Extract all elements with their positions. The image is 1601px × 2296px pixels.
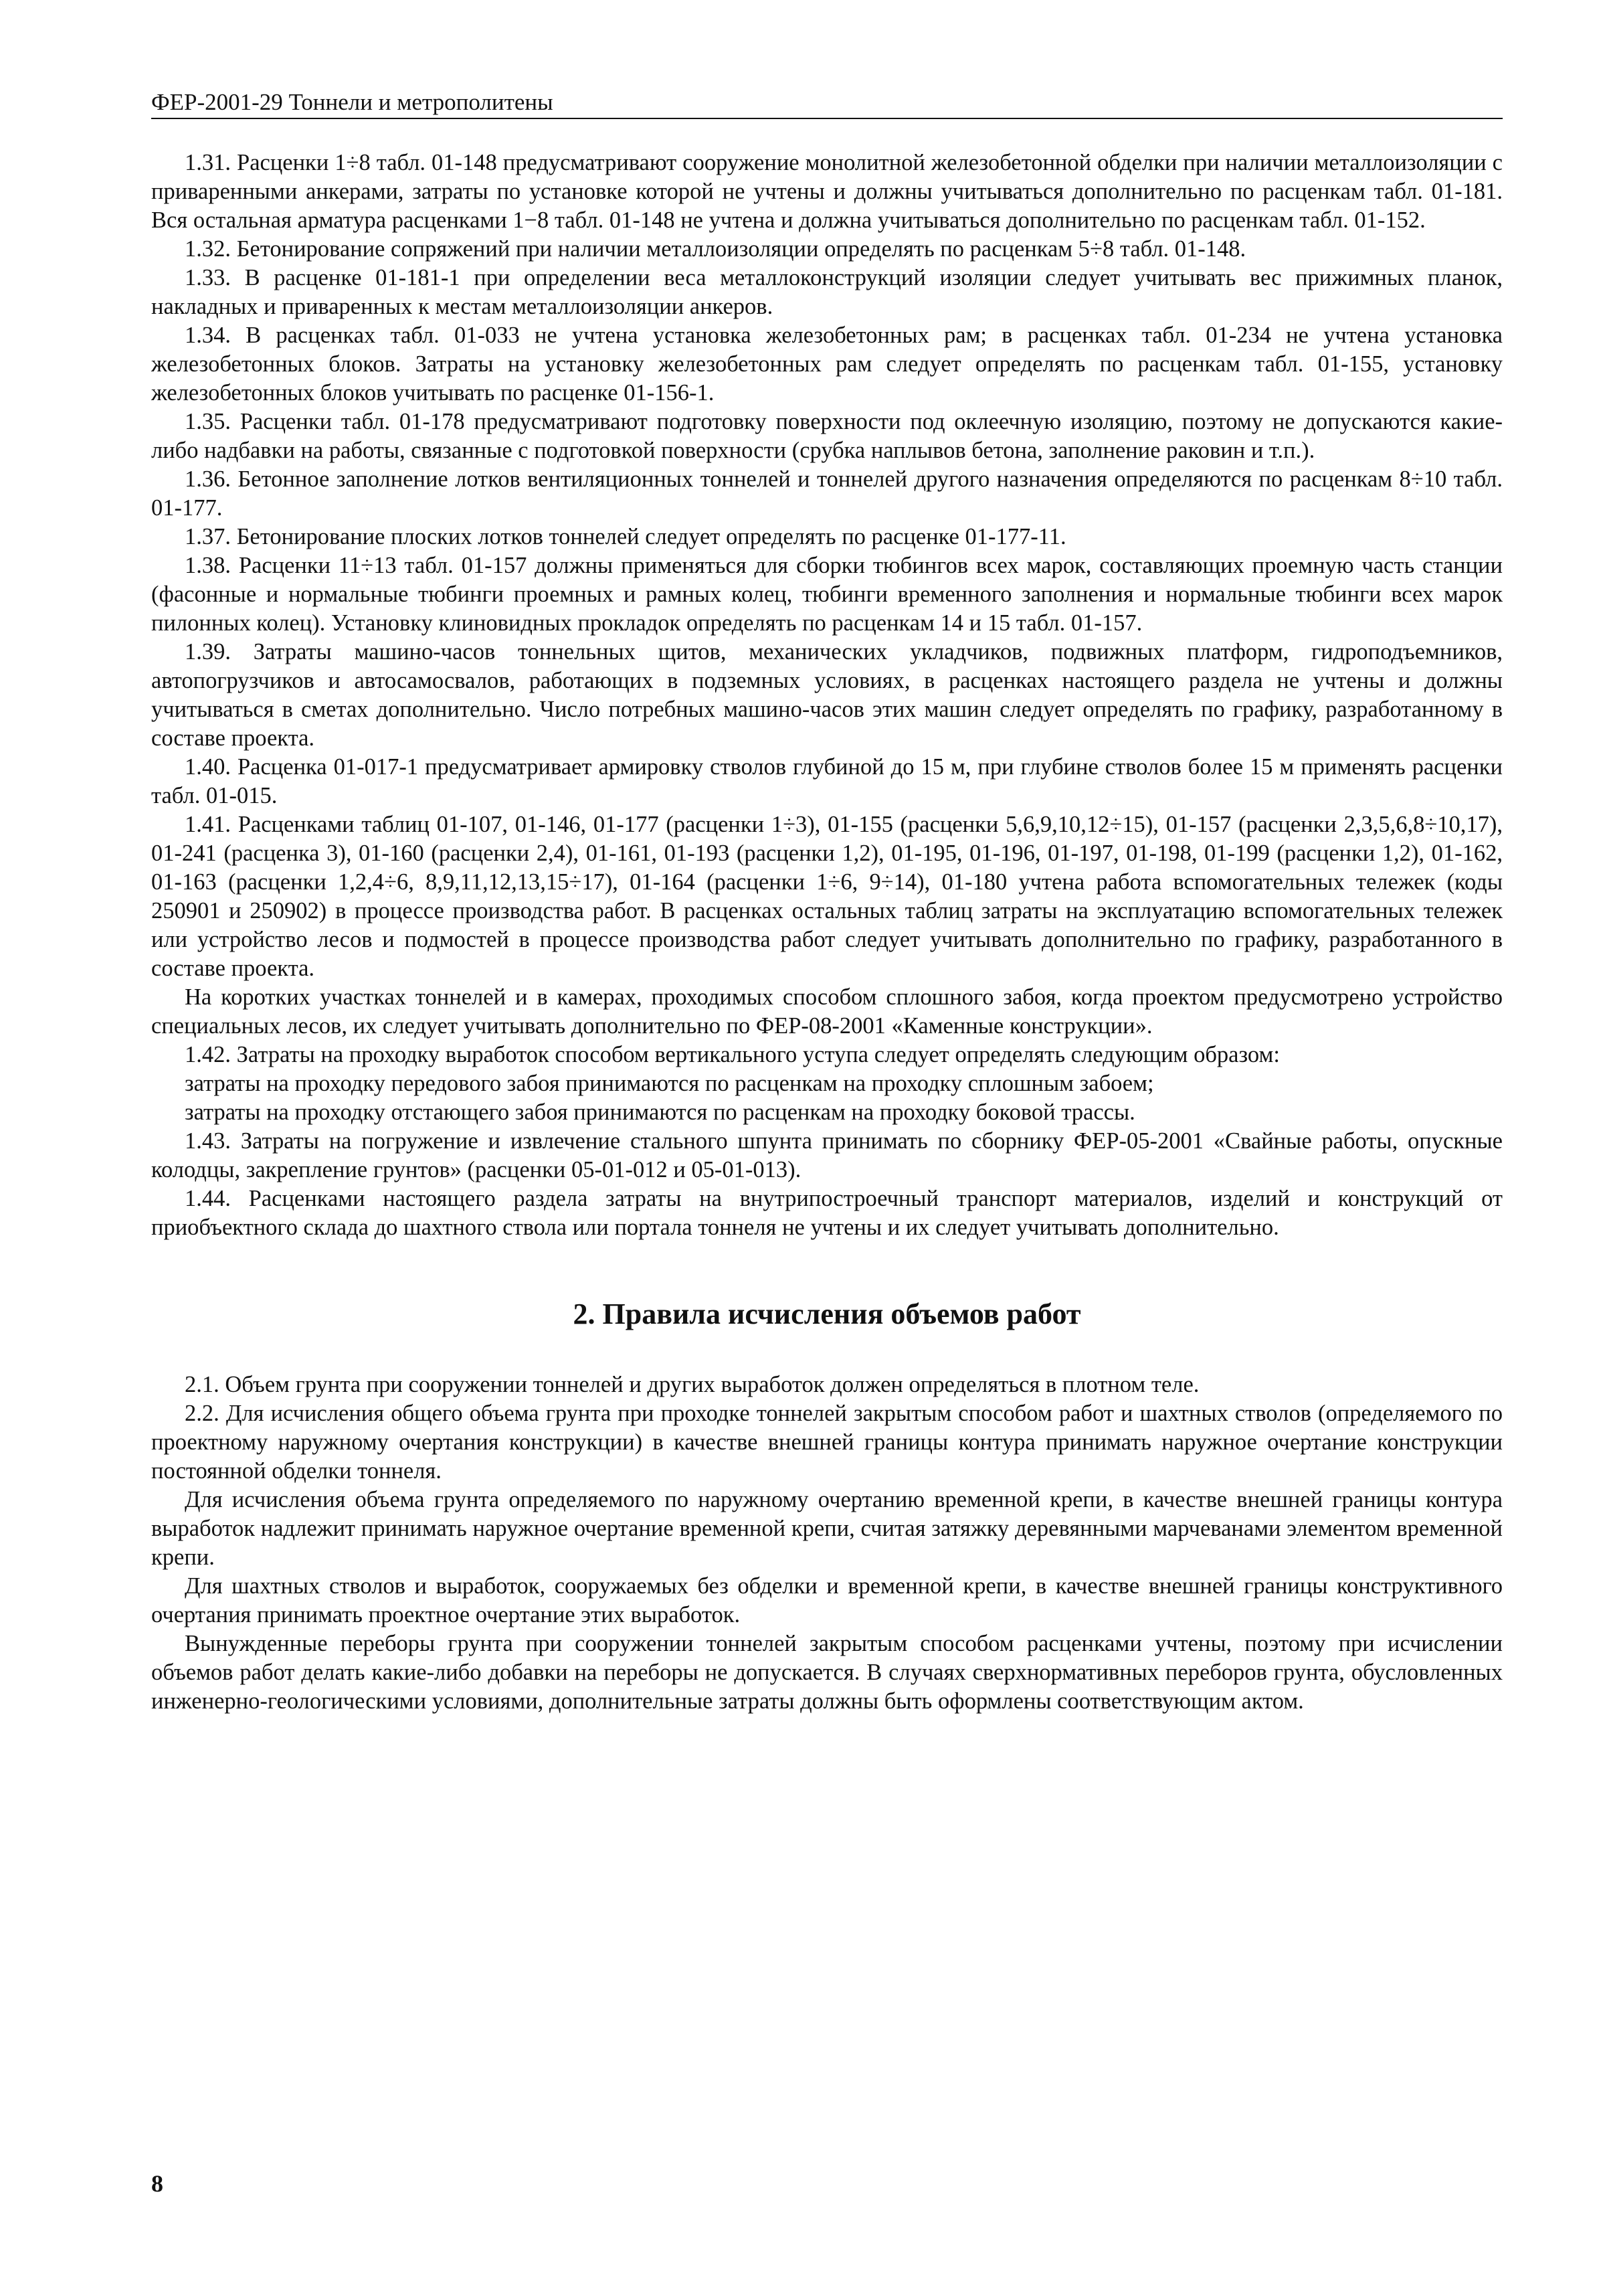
paragraph-2-2: 2.2. Для исчисления общего объема грунта при проходке тоннелей закрытым способом работ и шахтных стволов (определяемого по проектному наружному очертания конструкции) в качестве внешней границы контура принимать наружное очертание конструкции постоянной обделки тоннеля.: [151, 1401, 1503, 1484]
paragraph-1-36: 1.36. Бетонное заполнение лотков вентиляционных тоннелей и тоннелей другого назначения определяются по расценкам 8÷10 табл. 01-177.: [151, 466, 1503, 521]
paragraph-1-41: 1.41. Расценками таблиц 01-107, 01-146, 01-177 (расценки 1÷3), 01-155 (расценки 5,6,9,10,12÷15), 01-157 (расценки 2,3,5,6,8÷10,17), 01-241 (расценка 3), 01-160 (расценки 2,4), 01-161, 01-193 (расценки 1,2), 01-195, 01-196, 01-197, 01-198, 01-199 (расценки 1,2), 01-162, 01-163 (расценки 1,2,4÷6, 8,9,11,12,13,15÷17), 01-164 (расценки 1÷6, 9÷14), 01-180 учтена работа вспомогательных тележек (коды 250901 и 250902) в процессе производства работ. В расценках остальных таблиц затраты на эксплуатацию вспомогательных тележек или устройство лесов и подмостей в процессе производства работ следует учитывать дополнительно по графику, разработанного в составе проекта.: [151, 812, 1503, 981]
paragraph-2-1: 2.1. Объем грунта при сооружении тоннелей и других выработок должен определяться в плотном теле.: [185, 1372, 1200, 1397]
document-body: [151, 149, 1503, 1716]
paragraph-1-31: 1.31. Расценки 1÷8 табл. 01-148 предусматривают сооружение монолитной железобетонной обделки при наличии металлоизоляции с приваренными анкерами, затраты по установке которой не учтены и должны учитываться дополнительно по расценкам табл. 01-181. Вся остальная арматура расценками 1−8 табл. 01-148 не учтена и должна учитываться дополнительно по расценкам табл. 01-152.: [151, 150, 1503, 233]
paragraph-1-39: 1.39. Затраты машино-часов тоннельных щитов, механических укладчиков, подвижных платформ, гидроподъемников, автопогрузчиков и автосамосвалов, работающих в подземных условиях, в расценках настоящего раздела не учтены и должны учитываться в сметах дополнительно. Число потребных машино-часов этих машин следует определять по графику, разработанному в составе проекта.: [151, 639, 1503, 751]
paragraph-1-43: 1.43. Затраты на погружение и извлечение стального шпунта принимать по сборнику ФЕР-05-2001 «Свайные работы, опускные колодцы, закрепление грунтов» (расценки 05-01-012 и 05-01-013).: [151, 1128, 1503, 1182]
paragraph-shafts-without-lining: Для шахтных стволов и выработок, сооружаемых без обделки и временной крепи, в качестве внешней границы конструктивного очертания принимать проектное очертание этих выработок.: [151, 1573, 1503, 1627]
paragraph-1-44: 1.44. Расценками настоящего раздела затраты на внутрипостроечный транспорт материалов, изделий и конструкций от приобъектного склада до шахтного ствола или портала тоннеля не учтены и их следует учитывать дополнительно.: [151, 1186, 1503, 1240]
paragraph-1-42-front-face: затраты на проходку передового забоя принимаются по расценкам на проходку сплошным забоем;: [185, 1071, 1154, 1096]
paragraph-1-33: 1.33. В расценке 01-181-1 при определении веса металлоконструкций изоляции следует учитывать вес прижимных планок, накладных и приваренных к местам металлоизоляции анкеров.: [151, 265, 1503, 319]
paragraph-1-35: 1.35. Расценки табл. 01-178 предусматривают подготовку поверхности под оклеечную изоляцию, поэтому не допускаются какие-либо надбавки на работы, связанные с подготовкой поверхности (срубка наплывов бетона, заполнение раковин и т.п.).: [151, 409, 1503, 463]
document-title: ФЕР-2001-29 Тоннели и метрополитены: [151, 89, 553, 115]
paragraph-1-32: 1.32. Бетонирование сопряжений при наличии металлоизоляции определять по расценкам 5÷8 табл. 01-148.: [185, 236, 1246, 262]
section-title: 2. Правила исчисления объемов работ: [573, 1298, 1081, 1330]
paragraph-1-42-lagging-face: затраты на проходку отстающего забоя принимаются по расценкам на проходку боковой трассы.: [185, 1099, 1135, 1125]
paragraph-temporary-support: Для исчисления объема грунта определяемого по наружному очертанию временной крепи, в качестве внешней границы контура выработок надлежит принимать наружное очертание временной крепи, считая затяжку деревянными марчеванами элементом временной крепи.: [151, 1487, 1503, 1570]
paragraph-short-sections: На коротких участках тоннелей и в камерах, проходимых способом сплошного забоя, когда проектом предусмотрено устройство специальных лесов, их следует учитывать дополнительно по ФЕР-08-2001 «Каменные конструкции».: [151, 984, 1503, 1039]
paragraph-overbreak: Вынужденные переборы грунта при сооружении тоннелей закрытым способом расценками учтены, поэтому при исчислении объемов работ делать какие-либо добавки на переборы не допускается. В случаях сверхнормативных переборов грунта, обусловленных инженерно-геологическими условиями, дополнительные затраты должны быть оформлены соответствующим актом.: [151, 1631, 1503, 1714]
paragraph-1-42: 1.42. Затраты на проходку выработок способом вертикального уступа следует определять следующим образом:: [185, 1042, 1280, 1067]
paragraph-1-34: 1.34. В расценках табл. 01-033 не учтена установка железобетонных рам; в расценках табл. 01-234 не учтена установка железобетонных блоков. Затраты на установку железобетонных рам следует определять по расценкам табл. 01-155, установку железобетонных блоков учитывать по расценке 01-156-1.: [151, 323, 1503, 406]
paragraph-1-38: 1.38. Расценки 11÷13 табл. 01-157 должны применяться для сборки тюбингов всех марок, составляющих проемную часть станции (фасонные и нормальные тюбинги проемных и рамных колец, тюбинги временного заполнения и нормальные тюбинги всех марок пилонных колец). Установку клиновидных прокладок определять по расценкам 14 и 15 табл. 01-157.: [151, 553, 1503, 636]
page-header: [151, 88, 1503, 119]
paragraph-1-37: 1.37. Бетонирование плоских лотков тоннелей следует определять по расценке 01-177-11.: [185, 524, 1066, 549]
page-number: 8: [151, 2170, 163, 2197]
paragraph-1-40: 1.40. Расценка 01-017-1 предусматривает армировку стволов глубиной до 15 м, при глубине стволов более 15 м применять расценки табл. 01-015.: [151, 754, 1503, 808]
